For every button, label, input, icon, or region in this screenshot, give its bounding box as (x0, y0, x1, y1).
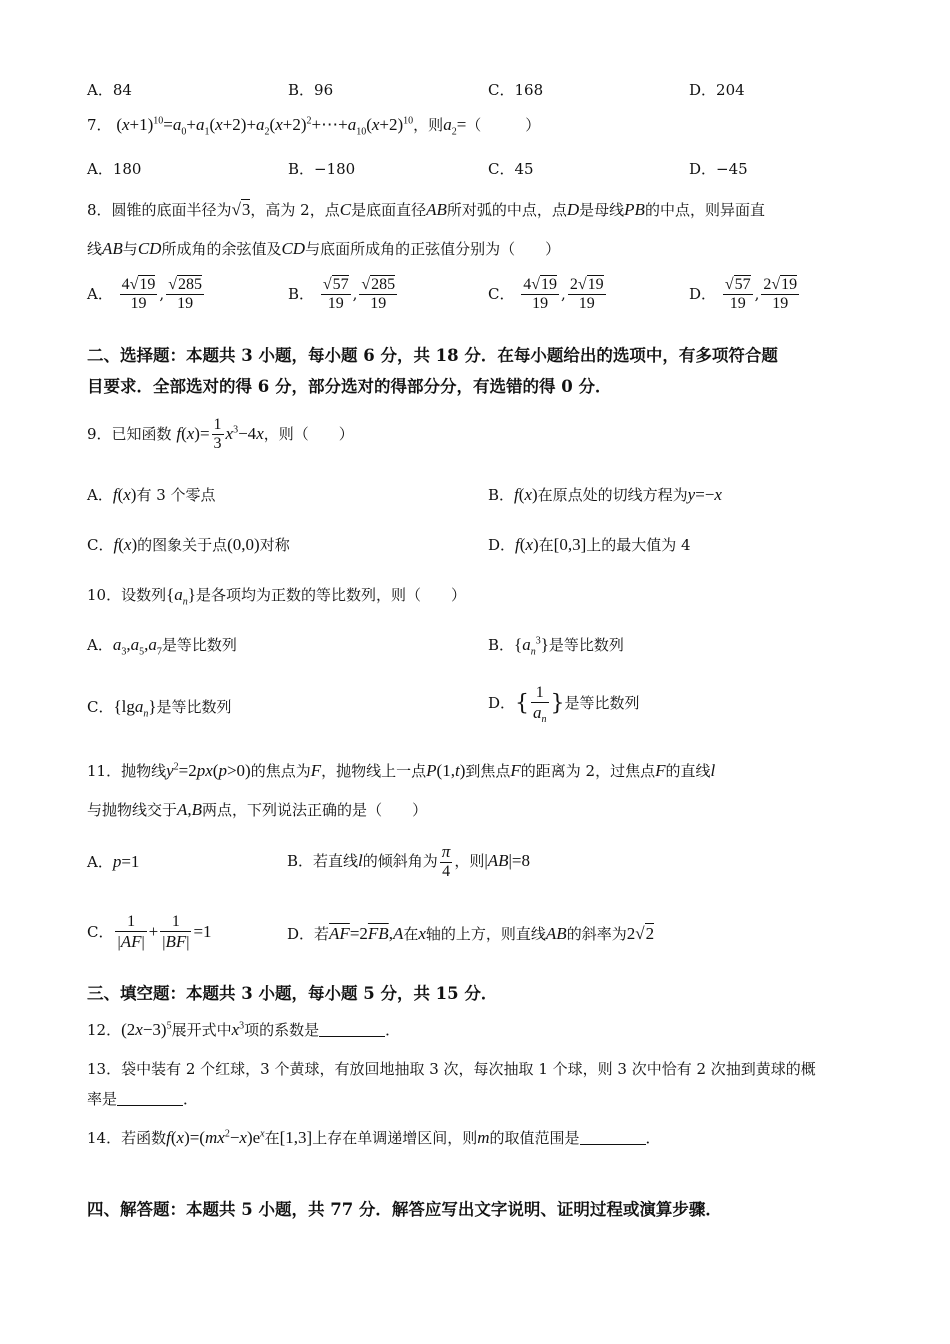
q10-option-b: B．$\{a_n^3\}$是等比数列 (488, 635, 624, 658)
q8-option-d: D． $\frac{√57}{19}$ , $\frac{2√19}{19}$ (689, 276, 798, 313)
q13-stem-line2: 率是 ． (87, 1090, 199, 1108)
q8-stem-line1: 8．圆锥的底面半径为√3，高为 2，点C是底面直径AB所对弧的中点，点D是母线PB的中点，则异面直 (87, 200, 765, 219)
q8-option-c: C． $\frac{4√19}{19}$ , $\frac{2√19}{19}$ (488, 276, 604, 313)
q9-option-c: C．f(x)的图象关于点(0,0)对称 (87, 535, 290, 554)
q7-option-d: D．−45 (689, 160, 748, 178)
q9-stem: 9．已知函数 f(x)= $\frac{1}{3}$ $x^3-4x$，则（ ） (87, 416, 354, 453)
q14-stem: 14．若函数$f(x)=(mx^2-x)e^x$在[1,3]上存在单调递增区间，则m的取值范围是 ． (87, 1128, 661, 1147)
q9-option-a: A．f(x)有 3 个零点 (87, 485, 216, 504)
q11-stem-line1: 11．抛物线$y^2=2px(p>0)$的焦点为F，抛物线上一点P(1,t)到焦点F的距离为 2，过焦点F的直线l (87, 761, 716, 780)
q13-answer-blank[interactable] (117, 1091, 183, 1106)
q10-option-a: A．$a_3,a_5,a_7$是等比数列 (87, 635, 237, 658)
q12-stem: 12．$(2x-3)^5$展开式中$x^3$项的系数是 ． (87, 1020, 401, 1039)
q8-option-a: A． $\frac{4√19}{19}$ , $\frac{√285}{19}$ (87, 276, 202, 313)
section4-heading: 四、解答题：本题共 5 小题，共 77 分．解答应写出文字说明、证明过程或演算步骤． (87, 1200, 722, 1219)
q10-option-d: D．{ $\frac{1}{a_n}$ }是等比数列 (488, 684, 640, 726)
q6-option-c: C．168 (488, 81, 544, 99)
q9-option-b: B．f(x)在原点处的切线方程为y=−x (488, 485, 722, 504)
q13-stem-line1: 13．袋中装有 2 个红球，3 个黄球，有放回地抽取 3 次，每次抽取 1 个球，则 3 次中恰有 2 次抽到黄球的概 (87, 1060, 816, 1078)
q8-option-b: B． $\frac{√57}{19}$ , $\frac{√285}{19}$ (288, 276, 396, 313)
q7-stem: 7． $(x+1)^{10}=a_0+a_1(x+2)+a_2(x+2)^2+\cdots+a_{10}(x+2)^{10}$，则$a_2=$（ ） (87, 115, 541, 138)
q10-stem: 10．设数列$\{a_n\}$是各项均为正数的等比数列，则（ ） (87, 585, 466, 608)
q6-option-a: A．84 (87, 81, 132, 99)
q10-option-c: C．{lga$_n$}是等比数列 (87, 697, 232, 720)
q6-option-b: B．96 (288, 81, 334, 99)
section2-heading-line1: 二、选择题：本题共 3 小题，每小题 6 分，共 18 分．在每小题给出的选项中，有多项符合题 (87, 346, 778, 365)
q8-stem-line2: 线AB与CD所成角的余弦值及CD与底面所成角的正弦值分别为（ ） (87, 239, 561, 258)
q7-option-a: A．180 (87, 160, 142, 178)
q11-option-d: D．若$\overline{AF}=2\overline{FB},A$在x轴的上方，则直线AB的斜率为2√2 (287, 924, 655, 943)
section2-heading-line2: 目要求．全部选对的得 6 分，部分选对的得部分分，有选错的得 0 分． (87, 377, 612, 396)
q7-option-b: B．−180 (288, 160, 356, 178)
q11-option-c: C． $\frac{1}{|AF|}$ + $\frac{1}{|BF|}$ =1 (87, 913, 212, 952)
q11-option-a: A．p=1 (87, 852, 140, 871)
section3-heading: 三、填空题：本题共 3 小题，每小题 5 分，共 15 分． (87, 984, 498, 1003)
q7-option-c: C．45 (488, 160, 534, 178)
q14-answer-blank[interactable] (580, 1130, 646, 1145)
q11-stem-line2: 与抛物线交于A,B两点，下列说法正确的是（ ） (87, 800, 428, 819)
q9-option-d: D．f(x)在[0,3]上的最大值为 4 (488, 535, 691, 554)
q11-option-b: B．若直线l的倾斜角为 $\frac{\pi}{4}$ ，则|AB|=8 (287, 842, 531, 881)
q6-option-d: D．204 (689, 81, 745, 99)
q12-answer-blank[interactable] (319, 1022, 385, 1037)
